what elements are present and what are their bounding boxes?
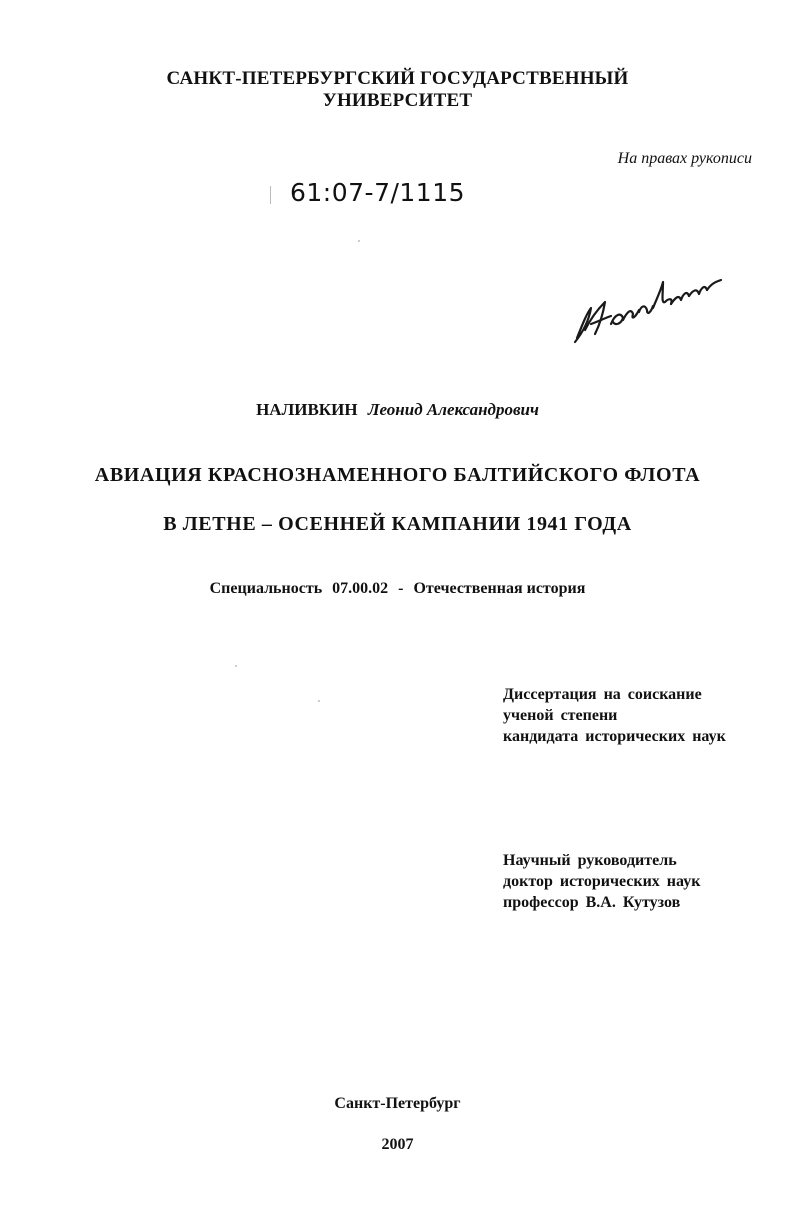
specialty-label: Специальность [209, 580, 323, 597]
author-surname: НАЛИВКИН [256, 400, 358, 419]
university-name-line2: УНИВЕРСИТЕТ [322, 90, 473, 111]
city: Санкт-Петербург [334, 1095, 461, 1112]
specialty-line [0, 580, 795, 598]
catalog-number: 61:07-7/1115 [290, 178, 466, 207]
rights-note: На правах рукописи [617, 150, 752, 167]
supervisor-line1: Научный руководитель [503, 852, 677, 869]
supervisor-line3: профессор В.А. Кутузов [503, 894, 681, 911]
scan-speck [318, 700, 320, 702]
supervisor-line2: доктор исторических наук [503, 873, 701, 890]
dissertation-title-line2: В ЛЕТНЕ – ОСЕННЕЙ КАМПАНИИ 1941 ГОДА [163, 513, 632, 535]
specialty-dash: - [398, 580, 404, 597]
specialty-name: Отечественная история [413, 580, 586, 597]
specialty-code: 07.00.02 [332, 580, 389, 597]
author-given-names: Леонид Александрович [367, 400, 539, 419]
author-name [0, 400, 795, 420]
dissertation-line1: Диссертация на соискание [503, 686, 702, 703]
supervisor-block [503, 850, 700, 913]
university-name-line1: САНКТ-ПЕТЕРБУРГСКИЙ ГОСУДАРСТВЕННЫЙ [166, 68, 629, 89]
dissertation-title-line1: АВИАЦИЯ КРАСНОЗНАМЕННОГО БАЛТИЙСКОГО ФЛОТА [94, 464, 701, 486]
university-name [0, 68, 795, 112]
dissertation-line2: ученой степени [503, 707, 618, 724]
scan-speck [235, 665, 237, 667]
scan-speck [358, 240, 360, 242]
scan-mark [270, 186, 271, 204]
handwritten-signature [565, 268, 735, 358]
dissertation-line3: кандидата исторических наук [503, 728, 726, 745]
year: 2007 [381, 1136, 414, 1153]
dissertation-degree-block [503, 684, 726, 747]
